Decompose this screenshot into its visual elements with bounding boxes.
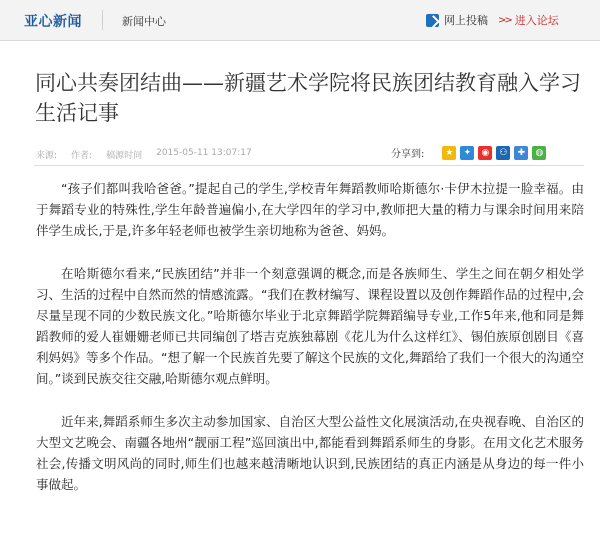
sina-weibo-icon[interactable]: ◉	[478, 146, 492, 160]
wechat-icon[interactable]: ◍	[532, 146, 546, 160]
meta-datetime: 2015-05-11 13:07:17	[156, 148, 252, 158]
online-submission-label: 网上投稿	[444, 14, 488, 27]
pengyou-icon[interactable]: ✚	[514, 146, 528, 160]
meta-author: 作者:	[71, 151, 93, 161]
article-title: 同心共奏团结曲——新疆艺术学院将民族团结教育融入学习生活记事	[35, 71, 581, 125]
enter-forum-link[interactable]	[498, 12, 559, 28]
double-chevron-right-icon: >>	[498, 14, 511, 26]
renren-icon[interactable]: ⚇	[496, 146, 510, 160]
meta-source: 来源:	[36, 151, 58, 161]
brand-separator	[102, 10, 103, 30]
top-navigation-bar	[0, 0, 600, 41]
meta-source-time-label: 稿源时间	[106, 151, 143, 161]
share-label: 分享到:	[391, 149, 425, 160]
edit-pen-icon	[426, 14, 439, 27]
article-meta	[36, 148, 252, 161]
title-divider	[34, 165, 584, 166]
article-paragraph: 近年来,舞蹈系师生多次主动参加国家、自治区大型公益性文化展演活动,在央视春晚、自治区的大型文艺晚会、南疆各地州“靓丽工程”巡回演出中,都能看到舞蹈系师生的身影。在用文化艺术服务社会,传播文明风尚的同时,师生们也越来越清晰地认识到,民族团结的真正内涵是从身边的每一件小事做起。	[36, 414, 584, 492]
article-paragraph: “孩子们都叫我哈爸爸。”提起自己的学生,学校青年舞蹈教师哈斯德尔·卡伊木拉提一脸幸福。由于舞蹈专业的特殊性,学生年龄普遍偏小,在大学四年的学习中,教师把大量的精力与课余时间用来陪伴学生成长,于是,许多年轻老师也被学生亲切地称为爸爸、妈妈。	[36, 181, 584, 238]
qzone-icon[interactable]: ★	[442, 146, 456, 160]
brand-logo-text[interactable]: 亚心新闻	[24, 14, 82, 30]
online-submission-link[interactable]	[426, 12, 488, 28]
enter-forum-label: 进入论坛	[514, 14, 559, 27]
share-bar	[391, 145, 546, 160]
nav-news-center-link[interactable]: 新闻中心	[122, 15, 166, 28]
tencent-weibo-icon[interactable]: ✦	[460, 146, 474, 160]
article-paragraph: 在哈斯德尔看来,“民族团结”并非一个刻意强调的概念,而是各族师生、学生之间在朝夕相处学习、生活的过程中自然而然的情感流露。“我们在教材编写、课程设置以及创作舞蹈作品的过程中,会尽量呈现不同的少数民族文化。”哈斯德尔毕业于北京舞蹈学院舞蹈编导专业,工作5年来,他和同是舞蹈教师的爱人崔姗姗老师已共同编创了塔吉克族独幕剧《花儿为什么这样红》、锡伯族原创剧目《喜利妈妈》等多个作品。“想了解一个民族首先要了解这个民族的文化,舞蹈给了我们一个很大的沟通空间。”谈到民族交往交融,哈斯德尔观点鲜明。	[36, 266, 584, 386]
article-body	[36, 178, 584, 517]
